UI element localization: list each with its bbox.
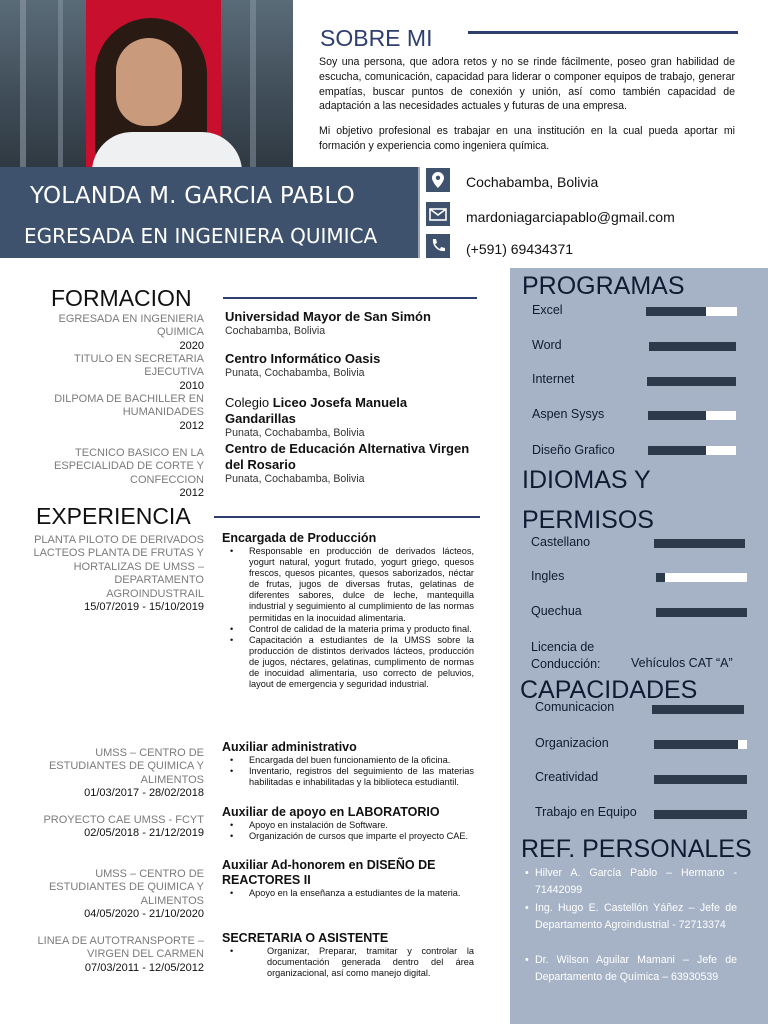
job-bullet: • Organización de cursos que imparte el proyecto CAE. — [222, 831, 474, 842]
skill-bar — [648, 446, 736, 455]
experiencia-rule — [214, 516, 480, 518]
about-rule — [468, 31, 738, 34]
capacity-label: Organizacion — [535, 736, 609, 750]
formacion-institution-2: Centro Informático Oasis Punata, Cochabamba, Bolivia — [225, 351, 381, 379]
experiencia-place-5: LINEA DE AUTOTRANSPORTE – VIRGEN DEL CARMEN 07/03/2011 - 12/05/2012 — [37, 935, 204, 974]
experiencia-title: EXPERIENCIA — [36, 503, 191, 529]
job-title: Auxiliar de apoyo en LABORATORIO — [222, 805, 440, 819]
idiomas-title-1: IDIOMAS Y — [522, 466, 651, 494]
formacion-label-1: EGRESADA EN INGENIERIA QUIMICA 2020 — [58, 313, 204, 352]
license-value: Vehículos CAT “A” — [631, 656, 733, 670]
location-icon — [426, 168, 450, 192]
job-bullet: • Apoyo en instalación de Software. — [222, 820, 474, 831]
language-bar — [654, 539, 745, 548]
job-title: Encargada de Producción — [222, 531, 377, 545]
job-title: Auxiliar administrativo — [222, 740, 357, 754]
contact-location: Cochabamba, Bolivia — [466, 174, 599, 190]
job-3 — [222, 805, 474, 842]
language-label: Ingles — [531, 569, 565, 583]
job-bullet: • Responsable en producción de derivados lácteos, yogurt natural, yogurt frutado, yogurt griego, quesos frescos, quesos picantes, quesos saborizados, néctar de frutas, jugos de diversas frutas, gelatinas de diferentes sabores, dulce de leche, mantequilla industrial y seguimiento al cumplimiento de las normas permitidas en la inocuidad alimentaria. — [222, 546, 474, 624]
job-bullet: • Apoyo en la enseñanza a estudiantes de la materia. — [222, 888, 474, 899]
job-bullet: • Capacitación a estudiantes de la UMSS sobre la producción de distintos derivados lácteos, producción de jugos, néctares, gelatinas, cumplimento de normas de inocuidad alimentaria, uso correcto de peluvios, layout de emergencia y seguridad industrial. — [222, 635, 474, 690]
contact-phone[interactable]: (+591) 69434371 — [466, 241, 574, 257]
about-paragraph-2: Mi objetivo profesional es trabajar en una institución en la cual pueda aportar mi formación y experiencia como ingeniera química. — [319, 125, 735, 152]
language-bar — [656, 608, 747, 617]
job-bullet: • Organizar, Preparar, tramitar y controlar la documentación generada dentro del área organizacional, así como manejo digital. — [222, 946, 474, 979]
skill-bar — [648, 411, 736, 420]
referencias-title: REF. PERSONALES — [521, 835, 752, 863]
experiencia-place-4: UMSS – CENTRO DE ESTUDIANTES DE QUIMICA Y ALIMENTOS 04/05/2020 - 21/10/2020 — [48, 868, 204, 921]
email-icon — [426, 202, 450, 226]
job-title: Auxiliar Ad-honorem en DISEÑO DE REACTORES II — [222, 858, 436, 887]
experiencia-place-2: UMSS – CENTRO DE ESTUDIANTES DE QUIMICA Y ALIMENTOS 01/03/2017 - 28/02/2018 — [48, 747, 204, 800]
job-bullet: • Control de calidad de la materia prima y producto final. — [222, 624, 474, 635]
reference-item: • Hilver A. García Pablo – Hermano - 71442099 — [525, 867, 737, 897]
formacion-title: FORMACION — [51, 285, 192, 311]
candidate-name: YOLANDA M. GARCIA PABLO — [30, 183, 355, 209]
capacidades-title: CAPACIDADES — [520, 676, 698, 704]
skill-label: Diseño Grafico — [532, 443, 615, 457]
reference-item: • Ing. Hugo E. Castellón Yáñez – Jefe de Departamento Agroindustrial - 72713374 — [525, 902, 737, 932]
license-label: Licencia de Conducción: — [531, 640, 601, 671]
capacity-label: Trabajo en Equipo — [535, 805, 637, 819]
job-bullet: • Inventario, registros del seguimiento de las materias habilitadas e inhabilitadas y la biblioteca estudiantil. — [222, 766, 474, 788]
job-2 — [222, 740, 474, 788]
profile-photo — [0, 0, 293, 167]
contact-email[interactable]: mardoniagarciapablo@gmail.com — [466, 209, 675, 225]
job-title: SECRETARIA O ASISTENTE — [222, 931, 389, 945]
phone-icon — [426, 234, 450, 258]
skill-bar — [646, 307, 737, 316]
formacion-institution-3: Colegio Liceo Josefa Manuela Gandarillas Punata, Cochabamba, Bolivia — [225, 395, 408, 439]
programas-title: PROGRAMAS — [522, 272, 685, 300]
capacity-label: Comunicacion — [535, 700, 615, 714]
job-4 — [222, 858, 474, 899]
idiomas-title-2: PERMISOS — [522, 506, 654, 534]
skill-bar — [649, 342, 736, 351]
capacity-bar — [654, 810, 747, 819]
reference-item: • Dr. Wilson Aguilar Mamani – Jefe de Departamento de Química – 63930539 — [525, 954, 737, 984]
formacion-label-4: TECNICO BASICO EN LA ESPECIALIDAD DE CORTE Y CONFECCION 2012 — [54, 447, 204, 500]
skill-label: Aspen Sysys — [532, 407, 605, 421]
formacion-institution-4: Centro de Educación Alternativa Virgen del Rosario Punata, Cochabamba, Bolivia — [225, 441, 470, 485]
divider — [418, 167, 420, 258]
skill-label: Excel — [532, 303, 563, 317]
experiencia-place-3: PROYECTO CAE UMSS - FCYT 02/05/2018 - 21/12/2019 — [43, 814, 204, 840]
capacity-bar — [652, 705, 744, 714]
formacion-rule — [223, 297, 477, 299]
capacity-bar — [654, 775, 747, 784]
job-bullet: • Encargada del buen funcionamiento de la oficina. — [222, 755, 474, 766]
job-1 — [222, 531, 474, 690]
language-label: Castellano — [531, 535, 591, 549]
formacion-institution-1: Universidad Mayor de San Simón Cochabamba, Bolivia — [225, 309, 431, 337]
language-label: Quechua — [531, 604, 582, 618]
about-title: SOBRE MI — [320, 25, 433, 51]
job-5 — [222, 931, 474, 979]
skill-label: Internet — [532, 372, 575, 386]
experiencia-place-1: PLANTA PILOTO DE DERIVADOS LACTEOS PLANTA DE FRUTAS Y HORTALIZAS DE UMSS – DEPARTAMENTO AGROINDUSTRAIL 15/07/2019 - 15/10/2019 — [33, 534, 204, 614]
formacion-label-3: DILPOMA DE BACHILLER EN HUMANIDADES 2012 — [54, 393, 204, 432]
skill-label: Word — [532, 338, 562, 352]
skill-bar — [647, 377, 736, 386]
capacity-bar — [654, 740, 747, 749]
capacity-label: Creatividad — [535, 770, 599, 784]
language-bar — [656, 573, 747, 582]
about-paragraph-1: Soy una persona, que adora retos y no se rinde fácilmente, poseo gran habilidad de escucha, comunicación, capacidad para liderar o componer equipos de trabajo, generar empatías, buscar puntos de conexión y unión, así como también capacidad de adaptación a las necesidades actuales y futuras de una empresa. — [319, 56, 735, 113]
name-band — [0, 167, 418, 258]
formacion-label-2: TITULO EN SECRETARIA EJECUTIVA 2010 — [74, 353, 204, 392]
candidate-role: EGRESADA EN INGENIERA QUIMICA — [24, 224, 378, 248]
